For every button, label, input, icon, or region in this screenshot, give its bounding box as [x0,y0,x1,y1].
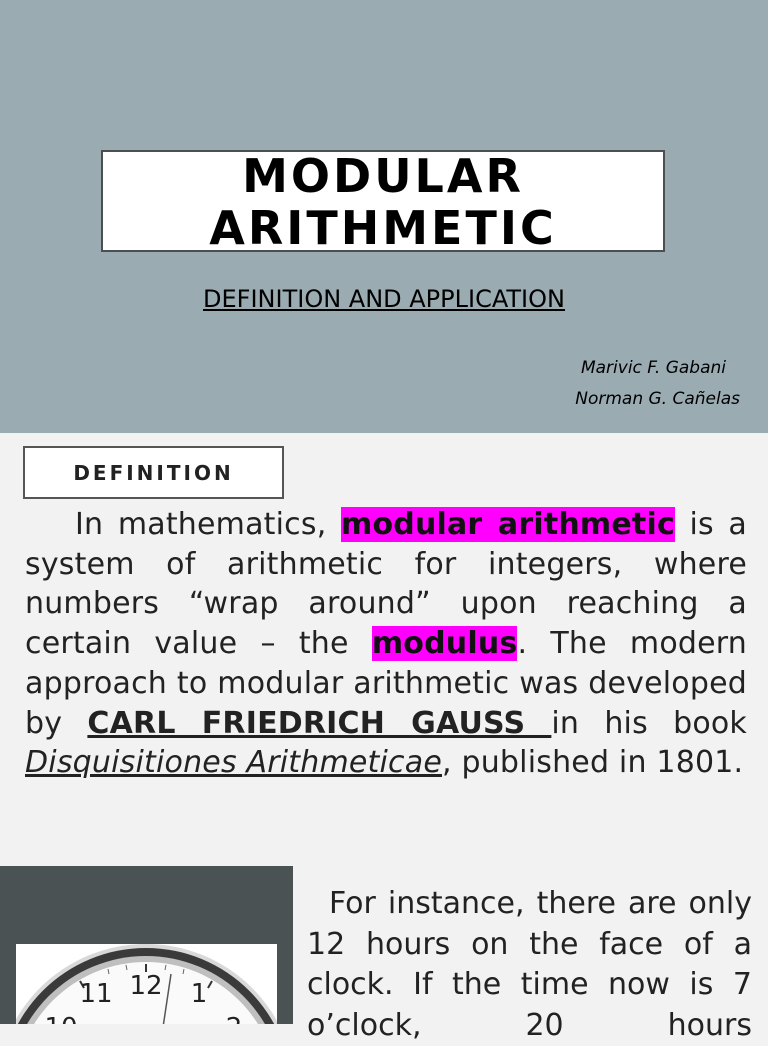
clock-image [16,944,277,1043]
definition-text-1: In mathematics, [75,507,341,542]
author-1: Marivic F. Gabani [580,358,726,378]
clock-numeral-1: 1 [190,979,208,1009]
subtitle: DEFINITION AND APPLICATION [203,285,565,313]
definition-text-2: is a system of arithmetic for integers, where numbers “wrap around” upon reaching a certain value – the [25,507,748,662]
term-modular-arithmetic: modular arithmetic [341,507,675,542]
definition-text-3: . The modern approach to modular arithmetic was developed by [25,626,747,741]
image-panel [0,866,293,1043]
definition-heading-box [23,446,284,499]
title-section [0,0,768,433]
title-box [101,149,665,255]
clock-numeral-10: 10 [44,1013,78,1043]
term-modulus: modulus [371,626,518,662]
title-line-1: MODULAR [242,149,524,203]
definition-paragraph [25,505,747,783]
clock-numeral-2: 2 [225,1013,243,1043]
clock-numeral-11: 11 [79,979,113,1009]
title-line-2: ARITHMETIC [209,201,557,255]
clock-numeral-12: 12 [129,971,163,1001]
definition-text-5: , published in 1801. [442,745,744,781]
person-name: CARL FRIEDRICH GAUSS [87,705,552,741]
example-text: For instance, there are only 12 hours on the face of a clock. If the time now is 7 o’clock, 20 hours [307,886,752,1043]
definition-text-4: in his book [551,705,748,741]
book-title: Disquisitiones Arithmeticae [25,745,442,781]
clock-icon [16,944,277,1043]
example-paragraph [307,884,752,1046]
author-2: Norman G. Cañelas [575,389,740,409]
definition-heading: DEFINITION [73,460,234,485]
